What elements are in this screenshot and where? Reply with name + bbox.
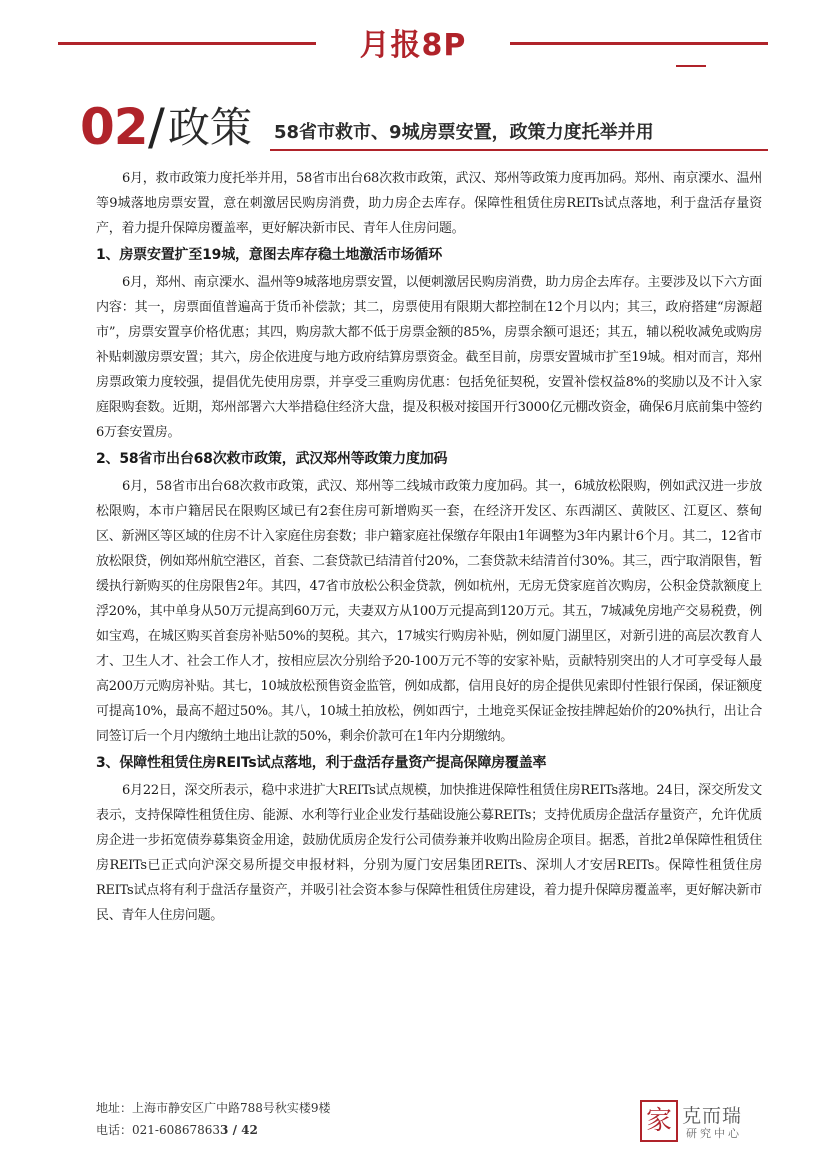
subsection-heading-3: 3、保障性租赁住房REITs试点落地，利于盘活存量资产提高保障房覆盖率 bbox=[96, 755, 547, 771]
company-logo bbox=[640, 1100, 780, 1146]
article-body bbox=[96, 166, 762, 928]
logo-subtitle: 研究中心 bbox=[686, 1127, 742, 1140]
section-name: 政策 bbox=[168, 103, 253, 152]
subsection-heading-2: 2、58省市出台68次救市政策，武汉郑州等政策力度加码 bbox=[96, 451, 448, 467]
header-rule-right bbox=[510, 42, 768, 45]
section-number: 02 bbox=[80, 98, 148, 156]
subsection-text-3: 6月22日，深交所表示，稳中求进扩大REITs试点规模，加快推进保障性租赁住房REITs落地。24日，深交所发文表示，支持保障性租赁住房、能源、水利等行业企业发行基础设施公募REITs；支持优质房企盘活存量资产，允许优质房企进一步拓宽债券募集资金用途，鼓励优质房企发行公司债券兼并收购出险房企项目。据悉，首批2单保障性租赁住房REITs已正式向沪深交易所提交申报材料，分别为厦门安居集团REITs、深圳人才安居REITs。保障性租赁住房REITs试点将有利于盘活存量资产，并吸引社会资本参与保障性租赁住房建设，着力提升保障房覆盖率，更好解决新市民、青年人住房问题。 bbox=[96, 783, 762, 923]
intro-paragraph: 6月，救市政策力度托举并用，58省市出台68次救市政策，武汉、郑州等政策力度再加码。郑州、南京溧水、温州等9城落地房票安置，意在刺激居民购房消费，助力房企去库存。保障性租赁住房REITs试点落地，利于盘活存量资产，着力提升保障房覆盖率，更好解决新市民、青年人住房问题。 bbox=[96, 171, 762, 236]
page-number: 3 / 42 bbox=[220, 1123, 258, 1137]
section-title: 58省市救市、9城房票安置，政策力度托举并用 bbox=[274, 122, 654, 143]
section-slash: / bbox=[148, 98, 165, 156]
footer-contact-line bbox=[96, 1119, 331, 1141]
report-label: 月报8P bbox=[359, 28, 467, 63]
footer bbox=[96, 1097, 331, 1141]
footer-phone: 电话：021-60867863 bbox=[96, 1123, 221, 1137]
logo-mark-icon: 家 bbox=[640, 1100, 678, 1142]
header-rule-left bbox=[58, 42, 316, 45]
logo-name: 克而瑞 bbox=[682, 1105, 743, 1127]
footer-address: 地址：上海市静安区广中路788号秋实楼9楼 bbox=[96, 1101, 331, 1115]
section-title-underline bbox=[270, 149, 768, 151]
subsection-text-2: 6月，58省市出台68次救市政策，武汉、郑州等二线城市政策力度加码。其一，6城放松限购，例如武汉进一步放松限购，本市户籍居民在限购区域已有2套住房可新增购买一套，在经济开发区、东西湖区、黄陂区、江夏区、蔡甸区、新洲区等区域的住房不计入家庭住房套数；非户籍家庭社保缴存年限由1年调整为3年内累计6个月。其二，12省市放松限贷，例如郑州航空港区，首套、二套贷款已结清首付20%，二套贷款未结清首付30%。其三，西宁取消限售，暂缓执行新购买的住房限售2年。其四，47省市放松公积金贷款，例如杭州，无房无贷家庭首次购房，公积金贷款额度上浮20%，其中单身从50万元提高到60万元，夫妻双方从100万元提高到120万元。其五，7城减免房地产交易税费，例如宝鸡，在城区购买首套房补贴50%的契税。其六，17城实行购房补贴，例如厦门湖里区，对新引进的高层次教育人才、卫生人才、社会工作人才，按相应层次分别给予20-100万元不等的安家补贴，贡献特别突出的人才可享受每人最高200万元购房补贴。其七，10城放松预售资金监管，例如成都，信用良好的房企提供见索即付性银行保函，保证额度可提高10%，最高不超过50%。其八，10城土拍放松，例如西宁，土地竞买保证金按挂牌起始价的20%执行，出让合同签订后一个月内缴纳土地出让款的50%，剩余价款可在1年内分期缴纳。 bbox=[96, 479, 762, 744]
header-short-mark bbox=[676, 65, 706, 67]
subsection-heading-1: 1、房票安置扩至19城，意图去库存稳土地激活市场循环 bbox=[96, 247, 443, 263]
subsection-text-1: 6月，郑州、南京溧水、温州等9城落地房票安置，以便刺激居民购房消费，助力房企去库存。主要涉及以下六方面内容：其一，房票面值普遍高于货币补偿款；其二，房票使用有限期大都控制在12个月以内；其三，政府搭建“房源超市”，房票安置享价格优惠；其四，购房款大都不低于房票金额的85%，房票余额可退还；其五，辅以税收减免或购房补贴刺激房票安置；其六，房企依进度与地方政府结算房票资金。截至目前，房票安置城市扩至19城。相对而言，郑州房票政策力度较强，提倡优先使用房票，并享受三重购房优惠：包括免征契税，安置补偿权益8%的奖励以及不计入家庭限购套数。近期，郑州部署六大举措稳住经济大盘，提及积极对接国开行3000亿元棚改资金，确保6月底前集中签约6万套安置房。 bbox=[96, 275, 762, 440]
